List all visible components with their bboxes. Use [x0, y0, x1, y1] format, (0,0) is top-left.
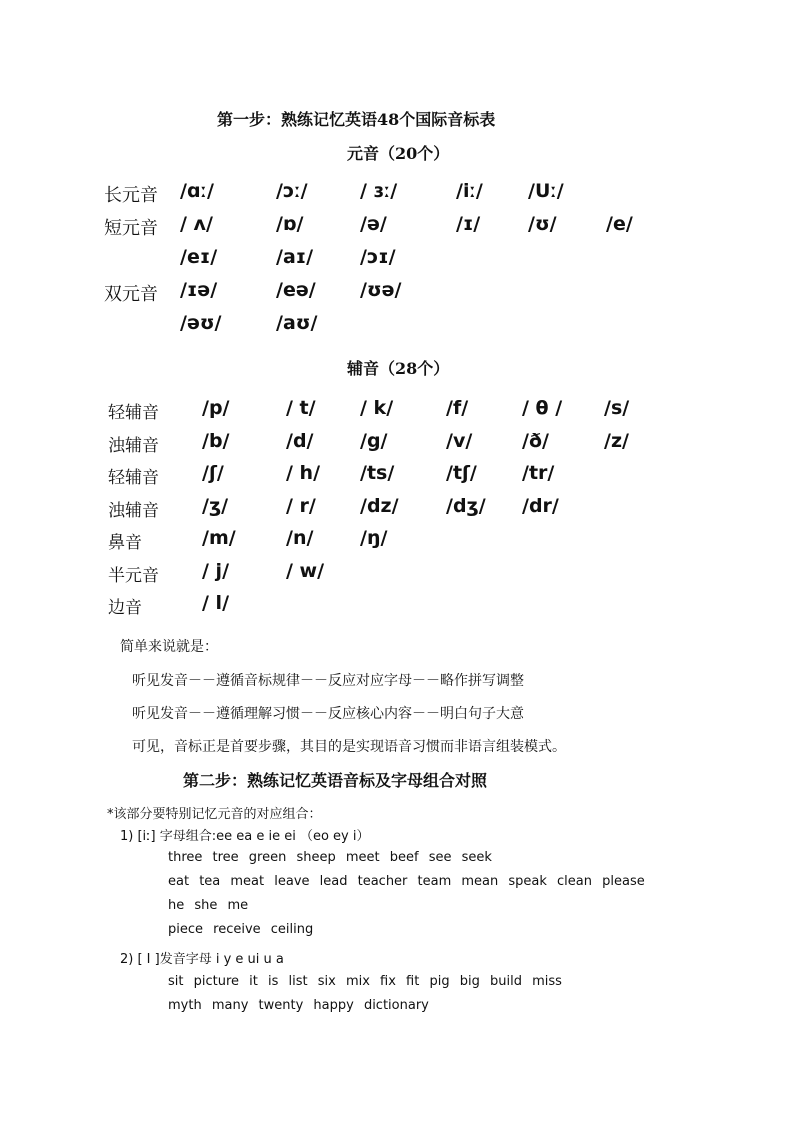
- ipa-symbol: / k/: [360, 397, 394, 419]
- ipa-symbol: /əʊ/: [180, 312, 222, 334]
- ipa-symbol: /ɔː/: [276, 180, 308, 202]
- row-label: 浊辅音: [108, 435, 159, 456]
- ipa-symbol: /ʒ/: [202, 494, 229, 517]
- ipa-symbol: / w/: [286, 559, 325, 582]
- ipa-symbol: /eɪ/: [180, 246, 218, 268]
- row-label: 长元音: [104, 185, 158, 206]
- ipa-symbol: / r/: [286, 494, 316, 517]
- step2-note: *该部分要特别记忆元音的对应组合：: [107, 807, 322, 822]
- ipa-symbol: /ɑː/: [180, 180, 214, 202]
- ipa-symbol: /n/: [286, 527, 314, 549]
- item2-line: myth many twenty happy dictionary: [168, 998, 429, 1013]
- row-label: 边音: [108, 598, 142, 618]
- item1-line: he she me: [168, 898, 249, 913]
- ipa-symbol: /ʊ/: [528, 213, 557, 235]
- summary-intro: 简单来说就是：: [120, 639, 218, 655]
- ipa-symbol: /e/: [606, 213, 633, 235]
- row-label: 鼻音: [108, 533, 142, 553]
- ipa-symbol: /aʊ/: [276, 312, 318, 334]
- ipa-symbol: /Uː/: [528, 180, 564, 202]
- ipa-symbol: /iː/: [456, 180, 483, 202]
- ipa-symbol: /eə/: [276, 279, 316, 301]
- ipa-symbol: /m/: [202, 527, 236, 549]
- ipa-symbol: /g/: [360, 429, 388, 452]
- ipa-symbol: /tʃ/: [446, 462, 477, 484]
- ipa-symbol: /ɪ/: [456, 213, 481, 235]
- row-label: 浊辅音: [108, 500, 159, 521]
- row-label: 轻辅音: [108, 468, 159, 488]
- row-label: 轻辅音: [108, 403, 159, 423]
- ipa-symbol: / h/: [286, 462, 321, 484]
- ipa-symbol: / θ /: [522, 397, 563, 419]
- step2-title: 第二步：熟练记忆英语音标及字母组合对照: [183, 771, 488, 790]
- ipa-symbol: /ð/: [522, 429, 549, 452]
- item2-header: 2) [ I ]发音字母 i y e ui u a: [120, 952, 284, 967]
- item1-line: eat tea meat leave lead teacher team mean speak clean please: [168, 874, 645, 889]
- row-label: 半元音: [108, 565, 159, 586]
- summary-line-3: 可见，音标正是首要步骤，其目的是实现语音习惯而非语言组装模式。: [132, 739, 566, 755]
- ipa-symbol: / j/: [202, 559, 230, 582]
- summary-line-2: 听见发音－－遵循理解习惯－－反应核心内容－－明白句子大意: [132, 706, 524, 722]
- ipa-symbol: / ɜː/: [360, 180, 398, 202]
- ipa-symbol: /aɪ/: [276, 246, 314, 268]
- ipa-symbol: / ʌ/: [180, 213, 213, 235]
- ipa-symbol: /ʊə/: [360, 279, 402, 301]
- vowels-heading: 元音（20个）: [347, 144, 450, 163]
- item1-header: 1) [iː] 字母组合:ee ea e ie ei （eo ey i）: [120, 829, 370, 844]
- ipa-symbol: /b/: [202, 429, 230, 452]
- item2-line: sit picture it is list six mix fix fit pig big build miss: [168, 974, 562, 989]
- row-label: 短元音: [104, 218, 158, 239]
- ipa-symbol: /ɒ/: [276, 213, 304, 235]
- ipa-symbol: /ʃ/: [202, 462, 224, 484]
- ipa-symbol: /ŋ/: [360, 527, 388, 549]
- ipa-symbol: /dr/: [522, 494, 559, 517]
- ipa-symbol: /tr/: [522, 462, 555, 484]
- ipa-symbol: /ɔɪ/: [360, 246, 396, 268]
- page-title: 第一步：熟练记忆英语48个国际音标表: [217, 110, 496, 129]
- ipa-symbol: /p/: [202, 397, 230, 419]
- ipa-symbol: /s/: [604, 397, 630, 419]
- row-label: 双元音: [104, 284, 158, 305]
- ipa-symbol: /z/: [604, 429, 629, 452]
- ipa-symbol: /dz/: [360, 494, 399, 517]
- summary-line-1: 听见发音－－遵循音标规律－－反应对应字母－－略作拼写调整: [132, 673, 524, 689]
- item1-line: piece receive ceiling: [168, 922, 314, 937]
- ipa-symbol: /ɪə/: [180, 279, 218, 301]
- ipa-symbol: /d/: [286, 429, 314, 452]
- ipa-symbol: /v/: [446, 429, 473, 452]
- ipa-symbol: /ə/: [360, 213, 387, 235]
- ipa-symbol: / l/: [202, 592, 230, 614]
- item1-line: three tree green sheep meet beef see seek: [168, 850, 492, 865]
- consonants-heading: 辅音（28个）: [347, 359, 450, 378]
- ipa-symbol: /ts/: [360, 462, 395, 484]
- ipa-symbol: / t/: [286, 397, 316, 419]
- ipa-symbol: /f/: [446, 397, 469, 419]
- ipa-symbol: /dʒ/: [446, 494, 486, 517]
